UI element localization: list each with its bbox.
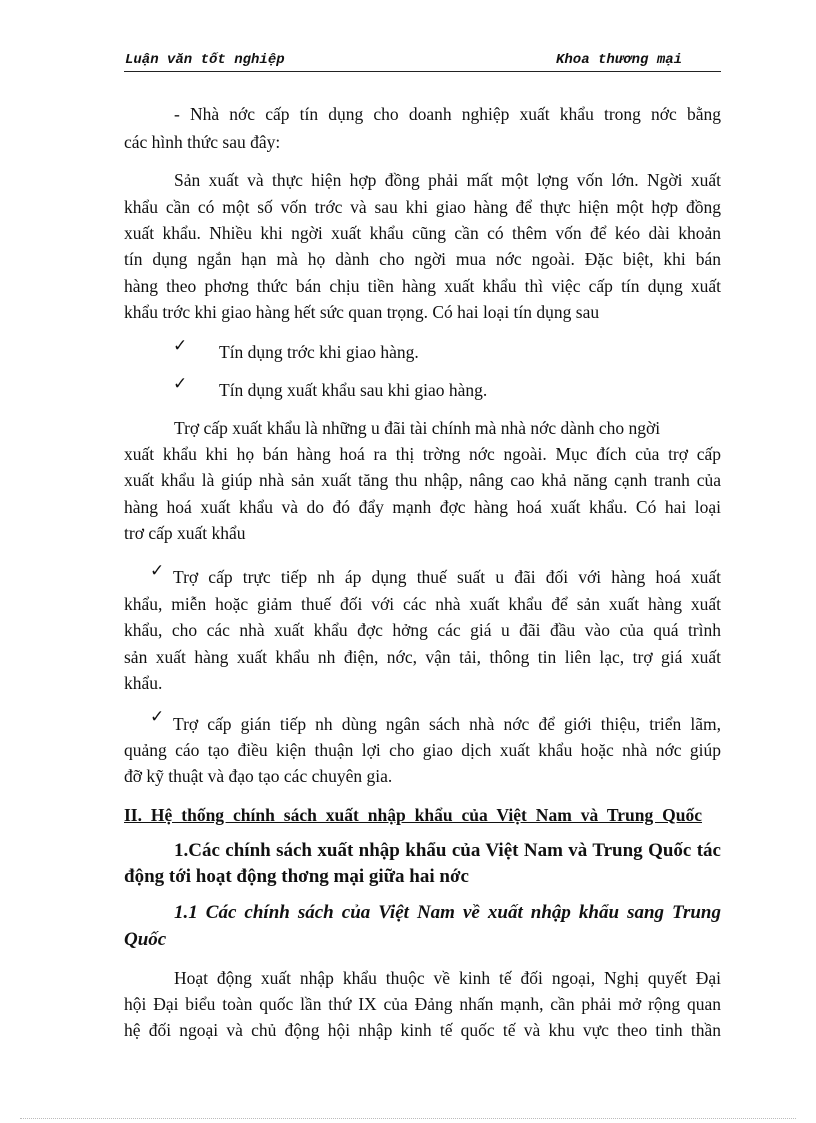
text-line: hàng hoá xuất khẩu và do đó đẩy mạnh đợc hàng hoá xuất khẩu. Có hai loại (124, 497, 721, 517)
sub-subsection-heading: Quốc (124, 929, 167, 950)
header-rule (124, 71, 721, 72)
sub-subsection-heading: 1.1 Các chính sách của Việt Nam về xuất nhập khẩu sang Trung (174, 902, 721, 923)
text-line: khẩu, miễn hoặc giảm thuế đối với các nhà xuất khẩu để sản xuất hàng xuất (124, 594, 721, 614)
subsection-heading: 1.Các chính sách xuất nhập khẩu của Việt Nam và Trung Quốc tác (174, 840, 721, 861)
text-line: hệ đối ngoại và chủ động hội nhập kinh tế quốc tế và khu vực theo tinh thần (124, 1020, 721, 1040)
text-line: sản xuất hàng xuất khẩu nh điện, nớc, vận tải, thông tin liên lạc, trợ giá xuất (124, 647, 721, 667)
text-line: Trợ cấp gián tiếp nh dùng ngân sách nhà nớc để giới thiệu, triển lãm, (173, 714, 721, 734)
text-line: Sản xuất và thực hiện hợp đồng phải mất một lợng vốn lớn. Ngời xuất (174, 170, 721, 190)
text-line: trơ cấp xuất khẩu (124, 523, 246, 543)
text-line: khẩu. (124, 673, 163, 693)
check-icon: ✓ (150, 561, 165, 580)
text-line: tín dụng ngắn hạn mà họ dành cho ngời mua nớc ngoài. Đặc biệt, khi bán (124, 249, 721, 269)
text-line: khẩu cần có một số vốn trớc và sau khi giao hàng để thực hiện một hợp đồng (124, 197, 721, 217)
text-line: các hình thức sau đây: (124, 132, 281, 152)
header-left: Luận văn tốt nghiệp (125, 52, 285, 68)
page-bottom-border (20, 1118, 796, 1119)
subsection-heading: động tới hoạt động thơng mại giữa hai nớc (124, 866, 469, 887)
text-line: Hoạt động xuất nhập khẩu thuộc về kinh tế đối ngoại, Nghị quyết Đại (174, 968, 721, 988)
check-icon: ✓ (173, 336, 188, 355)
section-heading: II. Hệ thống chính sách xuất nhập khẩu của Việt Nam và Trung Quốc (124, 805, 702, 825)
text-line: khẩu trớc khi giao hàng hết sức quan trọng. Có hai loại tín dụng sau (124, 302, 600, 322)
text-line: Trợ cấp trực tiếp nh áp dụng thuế suất u đãi đối với hàng hoá xuất (173, 567, 721, 587)
text-line: xuất khẩu là giúp nhà sản xuất tăng thu nhập, nâng cao khả năng cạnh tranh của (124, 470, 721, 490)
list-item: Tín dụng xuất khẩu sau khi giao hàng. (219, 380, 488, 400)
text-line: đỡ kỹ thuật và đạo tạo các chuyên gia. (124, 766, 393, 786)
list-item: Tín dụng trớc khi giao hàng. (219, 342, 419, 362)
text-line: xuất khẩu. Nhiều khi ngời xuất khẩu cũng cần có thêm vốn để kéo dài khoản (124, 223, 721, 243)
check-icon: ✓ (173, 374, 188, 393)
text-line: quảng cáo tạo điều kiện thuận lợi cho giao dịch xuất khẩu hoặc nhà nớc giúp (124, 740, 721, 760)
text-line: hàng theo phơng thức bán chịu tiền hàng xuất khẩu thì việc cấp tín dụng xuất (124, 276, 721, 296)
text-line: - Nhà nớc cấp tín dụng cho doanh nghiệp xuất khẩu trong nớc bằng (174, 104, 721, 124)
text-line: xuất khẩu khi họ bán hàng hoá ra thị trờng nớc ngoài. Mục đích của trợ cấp (124, 444, 721, 464)
text-line: Trợ cấp xuất khẩu là những u đãi tài chính mà nhà nớc dành cho ngời (174, 418, 661, 438)
header-right: Khoa thương mại (556, 52, 683, 68)
check-icon: ✓ (150, 707, 165, 726)
text-line: khẩu, cho các nhà xuất khẩu đợc hởng các giá u đãi đầu vào của quá trình (124, 620, 721, 640)
text-line: hội Đại biểu toàn quốc lần thứ IX của Đảng nhấn mạnh, cần phải mở rộng quan (124, 994, 721, 1014)
